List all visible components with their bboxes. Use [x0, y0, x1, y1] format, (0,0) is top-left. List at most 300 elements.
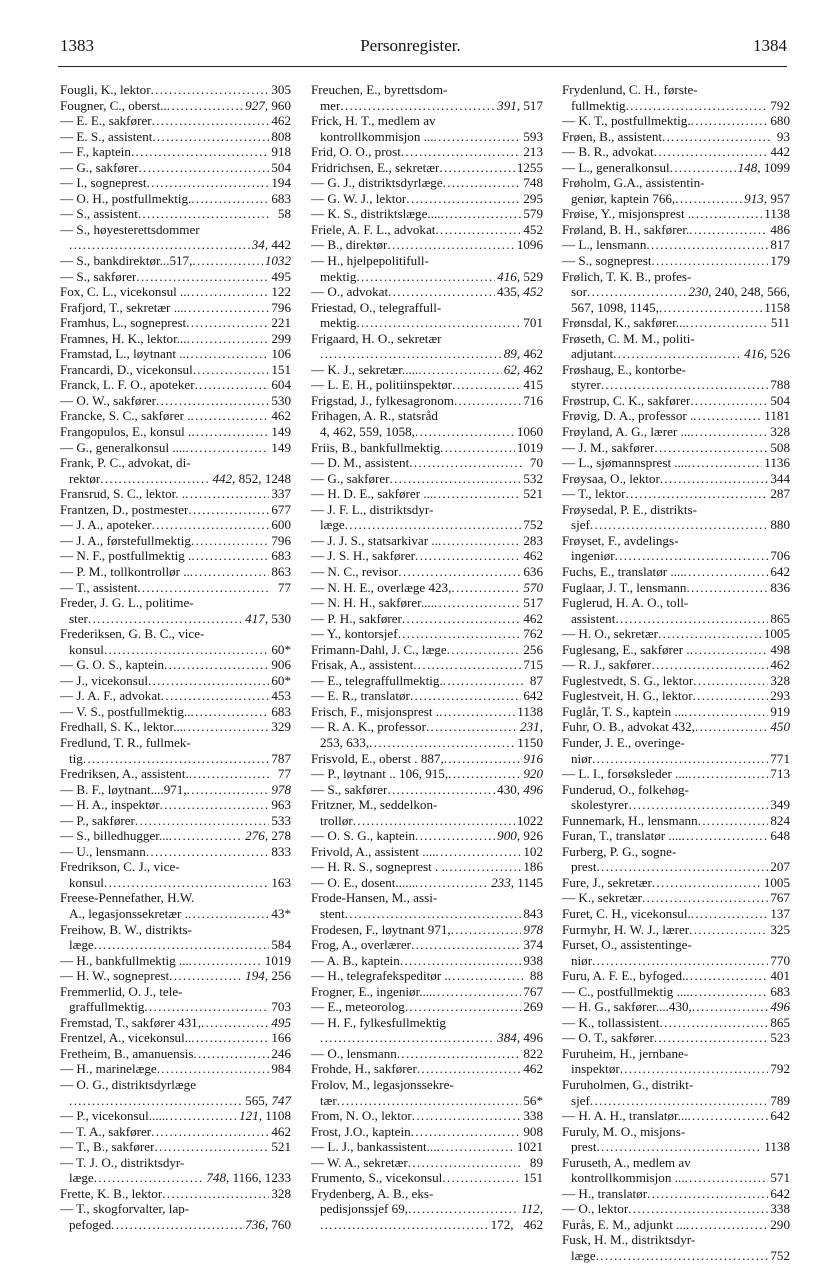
index-entry: [60, 813, 291, 829]
page-refs: 287: [770, 486, 790, 502]
entry-text: — P., løytnant .. 106, 915,: [311, 766, 449, 782]
index-entry: [562, 751, 790, 767]
entry-text: adjutant: [571, 346, 614, 362]
entry-text: skolestyrer: [571, 797, 629, 813]
index-entry: [60, 98, 291, 114]
dot-leader: [646, 237, 768, 253]
page-refs: 984: [271, 1061, 291, 1077]
page-refs: 824: [770, 812, 790, 828]
dot-leader: [151, 82, 270, 98]
entry-text: Furan, T., translatør ....: [562, 828, 682, 844]
index-entry: [562, 844, 790, 860]
entry-text: Frøland, B. H., sakfører.: [562, 221, 690, 237]
index-entry: [562, 953, 790, 969]
dot-leader: [670, 160, 736, 176]
page-refs: 1022: [516, 812, 543, 828]
index-entry: [311, 688, 543, 704]
dot-leader: [191, 408, 270, 424]
entry-text: — H. G., sakfører....430,: [562, 999, 692, 1015]
page-refs: 462: [523, 610, 543, 626]
entry-text: Fridrichsen, E., sekretær: [311, 159, 440, 175]
index-entry: [311, 548, 543, 564]
page-refs: 62, 462: [503, 361, 543, 377]
index-entry: [60, 1046, 291, 1062]
index-entry: [311, 937, 543, 953]
entry-text: assistent: [571, 610, 616, 626]
entry-text: Frønsdal, K., sakfører...: [562, 315, 686, 331]
entry-text: — P. H., sakfører: [311, 610, 402, 626]
page-refs: 328: [770, 672, 790, 688]
entry-text: — O., lensmann: [311, 1045, 397, 1061]
index-entry: [60, 704, 291, 720]
page-refs: 166: [271, 1030, 291, 1046]
entry-text: styrer: [571, 377, 601, 393]
dot-leader: [690, 424, 768, 440]
index-entry: [311, 906, 543, 922]
entry-text: 4, 462, 559, 1058,: [320, 424, 415, 440]
page-refs: 530: [271, 392, 291, 408]
dot-leader: [439, 704, 515, 720]
entry-text: — B. F., løytnant....971,: [60, 781, 187, 797]
dot-leader: [152, 517, 270, 533]
page-refs: 532: [523, 470, 543, 486]
dot-leader: [83, 751, 270, 767]
index-entry: [311, 362, 543, 378]
index-entry: [311, 455, 543, 471]
page-refs: 900, 926: [497, 828, 543, 844]
dot-leader: [682, 828, 769, 844]
entry-text: From, N. O., lektor: [311, 1108, 412, 1124]
index-entry: [60, 315, 291, 331]
page-refs: 338: [523, 1108, 543, 1124]
index-entry: [311, 984, 543, 1000]
dot-leader: [139, 160, 270, 176]
entry-text: — E. R., translatør: [311, 688, 410, 704]
page-refs: 122: [271, 284, 291, 300]
entry-text: — T., lektor: [562, 486, 626, 502]
index-entry: [60, 611, 291, 627]
index-entry: [60, 751, 291, 767]
dot-leader: [406, 191, 521, 207]
dot-leader: [686, 315, 769, 331]
page-refs: 600: [271, 517, 291, 533]
entry-text: 567, 1098, 1145,: [571, 299, 659, 315]
index-entry: [311, 1170, 543, 1186]
dot-leader: [356, 269, 495, 285]
entry-text: Furuseth, A., medlem av: [562, 1154, 691, 1170]
index-entry: [311, 719, 543, 735]
entry-text: Fremstad, T., sakfører 431,: [60, 1014, 201, 1030]
entry-text: — S., sakfører: [60, 268, 137, 284]
entry-text: — J. M., sakfører: [562, 439, 655, 455]
index-entry: [562, 237, 790, 253]
entry-text: — H. F., fylkesfullmektig: [311, 1014, 446, 1030]
entry-text: Frøyland, A. G., lærer ...: [562, 424, 691, 440]
entry-text: — J. F. L., distriktsdyr-: [311, 501, 434, 517]
page-refs: 305: [271, 82, 291, 97]
entry-text: — H., marinelæge: [60, 1061, 157, 1077]
index-entry: [60, 984, 291, 1000]
page-refs: 521: [523, 486, 543, 502]
dot-leader: [337, 1093, 522, 1109]
page-refs: 58: [277, 206, 291, 222]
page-refs: 762: [523, 626, 543, 642]
page-refs: 89, 462: [503, 346, 543, 362]
entry-text: — S., bankdirektør...517,: [60, 253, 193, 269]
entry-text: Funder, J. E., overinge-: [562, 734, 685, 750]
entry-text: Freuchen, E., byrettsdom-: [311, 82, 448, 97]
dot-leader: [683, 564, 768, 580]
entry-text: Freese-Pennefather, H.W.: [60, 890, 195, 906]
entry-text: — L. J., bankassistent...: [311, 1139, 437, 1155]
entry-text: — L. E. H., politiinspektør: [311, 377, 453, 393]
dot-leader: [698, 813, 769, 829]
page-refs: 102: [523, 843, 543, 859]
entry-text: Frøen, B., assistent: [562, 128, 663, 144]
page-refs: 338: [770, 1201, 790, 1217]
entry-text: — B., direktør: [311, 237, 388, 253]
index-entry: [311, 331, 543, 347]
entry-text: Frantzen, D., postmester: [60, 501, 189, 517]
page-refs: 752: [770, 1248, 790, 1264]
index-entry: [562, 984, 790, 1000]
dot-leader: [164, 657, 269, 673]
page-refs: 93: [776, 128, 790, 144]
entry-text: Furmyhr, H. W. J., lærer: [562, 921, 690, 937]
index-entry: [311, 129, 543, 145]
entry-text: — S., høyesterettsdommer: [60, 221, 200, 237]
dot-leader: [689, 922, 768, 938]
dot-leader: [104, 875, 269, 891]
page-title: Personregister.: [360, 36, 461, 55]
page-refs: 1021: [516, 1139, 543, 1155]
page-refs: 486: [770, 221, 790, 237]
entry-text: — T. A., sakfører: [60, 1123, 152, 1139]
dot-leader: [451, 922, 522, 938]
index-entry: [311, 502, 543, 518]
index-entry: [562, 766, 790, 782]
page-refs: 916: [523, 750, 543, 766]
index-column-3: [562, 82, 790, 1264]
entry-text: Frøyset, F., avdelings-: [562, 532, 679, 548]
entry-text: Frydenberg, A. B., eks-: [311, 1185, 434, 1201]
entry-text: Frisak, A., assistent: [311, 657, 414, 673]
page-refs: 523: [770, 1030, 790, 1046]
index-entry: [311, 1186, 543, 1202]
dot-leader: [135, 813, 269, 829]
entry-text: — H., hjelpepolitifull-: [311, 253, 429, 269]
dot-leader: [398, 564, 521, 580]
page-refs: 194: [271, 175, 291, 191]
index-entry: [562, 191, 790, 207]
page-refs: 442, 852, 1248: [212, 470, 291, 486]
page-refs: 978: [523, 921, 543, 937]
dot-leader: [433, 129, 521, 145]
page-refs: 137: [770, 905, 790, 921]
index-entry: [60, 642, 291, 658]
page-refs: 1136: [764, 455, 790, 471]
page-refs: 230, 240, 248, 566,: [688, 284, 790, 300]
page-refs: 293: [770, 688, 790, 704]
page-refs: 325: [770, 921, 790, 937]
entry-text: — E. E., sakfører: [60, 113, 152, 129]
dot-leader: [690, 984, 769, 1000]
index-entry: [311, 424, 543, 440]
index-entry: [562, 253, 790, 269]
entry-text: — S., sogneprest: [562, 253, 652, 269]
index-entry: [562, 1046, 790, 1062]
index-entry: [311, 237, 543, 253]
dot-leader: [186, 346, 270, 362]
dot-leader: [447, 642, 522, 658]
entry-text: — H., bankfullmektig ...: [60, 952, 189, 968]
index-entry: [562, 580, 790, 596]
dot-leader: [94, 937, 270, 953]
entry-text: Fure, J., sekretær: [562, 874, 652, 890]
entry-text: Frogner, E., ingeniør....: [311, 983, 433, 999]
dot-leader: [695, 719, 768, 735]
page-refs: 77: [277, 579, 291, 595]
index-entry: [562, 1248, 790, 1264]
page-refs: 571: [770, 1170, 790, 1186]
entry-text: Frodesen, F., løytnant 971,: [311, 921, 451, 937]
entry-text: konsul: [69, 641, 104, 657]
page-refs: 337: [271, 486, 291, 502]
entry-text: trollør: [320, 812, 353, 828]
entry-text: 253, 633,: [320, 734, 370, 750]
page-refs: 87: [529, 672, 543, 688]
entry-text: Fremmerlid, O. J., tele-: [60, 983, 183, 999]
page-refs: 462: [271, 408, 291, 424]
index-entry: [311, 595, 543, 611]
entry-text: Franck, L. F. O., apoteker: [60, 377, 195, 393]
index-entry: [60, 393, 291, 409]
dot-leader: [688, 766, 768, 782]
dot-leader: [690, 642, 769, 658]
index-entry: [562, 735, 790, 751]
entry-text: tær: [320, 1092, 337, 1108]
page-refs: 349: [770, 797, 790, 813]
entry-text: Frølich, T. K. B., profes-: [562, 268, 692, 284]
page-refs: 843: [523, 905, 543, 921]
entry-text: — F., kaptein: [60, 144, 131, 160]
entry-text: Fuglestvedt, S. G., lektor: [562, 672, 694, 688]
index-entry: [562, 455, 790, 471]
dot-leader: [626, 98, 769, 114]
page-refs: 56*: [523, 1092, 543, 1108]
index-entry: [311, 766, 543, 782]
dot-leader: [345, 517, 522, 533]
index-entry: [60, 300, 291, 316]
page-refs: 1138: [517, 703, 543, 719]
page-refs: 1150: [517, 734, 543, 750]
entry-text: læge: [571, 1248, 596, 1264]
index-entry: [311, 1217, 543, 1233]
index-entry: [311, 782, 543, 798]
page-refs: 60*: [271, 641, 291, 657]
index-entry: [60, 564, 291, 580]
page-refs: 290: [770, 1216, 790, 1232]
entry-text: Frihagen, A. R., statsråd: [311, 408, 438, 424]
index-entry: [60, 269, 291, 285]
index-entry: [311, 269, 543, 285]
index-entry: [311, 1201, 543, 1217]
entry-text: Furås, E. M., adjunkt ...: [562, 1216, 687, 1232]
entry-text: læge: [320, 517, 345, 533]
page-refs: 906: [271, 657, 291, 673]
entry-text: Frimann-Dahl, J. C., læge: [311, 641, 447, 657]
dot-leader: [193, 362, 270, 378]
entry-text: — W. A., sekretær: [311, 1154, 408, 1170]
page-refs: 221: [271, 315, 291, 331]
entry-text: — J. A., førstefullmektig: [60, 532, 191, 548]
entry-text: — H. A. H., translatør...: [562, 1108, 688, 1124]
dot-leader: [691, 206, 762, 222]
index-entry: [562, 1217, 790, 1233]
dot-leader: [418, 362, 501, 378]
entry-text: Frøysedal, P. E., distrikts-: [562, 501, 697, 517]
dot-leader: [415, 828, 495, 844]
entry-text: — R. A. K., professor: [311, 719, 426, 735]
index-entry: [311, 704, 543, 720]
index-entry: [311, 1124, 543, 1140]
index-entry: [60, 922, 291, 938]
dot-leader: [687, 455, 762, 471]
entry-text: Frode-Hansen, M., assi-: [311, 890, 438, 906]
index-entry: [562, 813, 790, 829]
page-refs: 462: [271, 113, 291, 129]
index-entry: [562, 1077, 790, 1093]
index-entry: [562, 797, 790, 813]
entry-text: — N. H. E., overlæge 423,: [311, 579, 452, 595]
entry-text: Furset, O., assistentinge-: [562, 937, 692, 953]
entry-text: Frid, O. O., prost: [311, 144, 401, 160]
entry-text: — U., lensmann: [60, 843, 146, 859]
entry-text: kontrollkommisjon ...: [320, 128, 434, 144]
index-entry: [60, 1139, 291, 1155]
page-refs: 642: [770, 563, 790, 579]
dot-leader: [651, 253, 768, 269]
index-entry: [311, 113, 543, 129]
index-entry: [311, 82, 543, 98]
index-entry: [311, 642, 543, 658]
dot-leader: [184, 300, 270, 316]
page-refs: 163: [271, 874, 291, 890]
entry-text: Fuglesang, E., sakfører .: [562, 641, 690, 657]
dot-leader: [387, 237, 514, 253]
dot-leader: [412, 1108, 522, 1124]
page-refs: 642: [523, 688, 543, 704]
page-refs: 788: [770, 377, 790, 393]
dot-leader: [148, 673, 269, 689]
page-refs: 521: [271, 1139, 291, 1155]
index-entry: [562, 175, 790, 191]
entry-text: Furberg, P. G., sogne-: [562, 843, 677, 859]
dot-leader: [693, 688, 769, 704]
page-refs: 149: [271, 424, 291, 440]
dot-leader: [596, 1139, 762, 1155]
entry-text: — S., sakfører: [311, 781, 388, 797]
page-refs: 677: [271, 501, 291, 517]
page-refs: 88: [529, 968, 543, 984]
page-refs: 770: [770, 952, 790, 968]
dot-leader: [413, 657, 521, 673]
page-refs: 792: [770, 97, 790, 113]
index-entry: [311, 813, 543, 829]
entry-text: Frydenlund, C. H., første-: [562, 82, 698, 97]
dot-leader: [435, 222, 521, 238]
dot-leader: [440, 440, 515, 456]
dot-leader: [415, 548, 521, 564]
entry-text: Frafjord, T., sekretær ...: [60, 299, 184, 315]
page-refs: 299: [271, 330, 291, 346]
dot-leader: [659, 300, 762, 316]
page-refs: 642: [770, 1185, 790, 1201]
dot-leader: [353, 813, 515, 829]
index-entry: [60, 331, 291, 347]
index-entry: [60, 1217, 291, 1233]
index-entry: [311, 284, 543, 300]
entry-text: Fredrikson, C. J., vice-: [60, 859, 180, 875]
page-refs: 450: [770, 719, 790, 735]
entry-text: — L., generalkonsul: [562, 159, 670, 175]
dot-leader: [201, 1015, 269, 1031]
index-entry: [562, 937, 790, 953]
page-refs: 194, 256: [245, 968, 291, 984]
page-refs: 511: [770, 315, 790, 331]
index-entry: [60, 486, 291, 502]
page-refs: 736, 760: [245, 1216, 291, 1232]
page-refs: 415: [523, 377, 543, 393]
entry-text: — O., advokat: [311, 284, 389, 300]
entry-text: — H. O., sekretær: [562, 626, 659, 642]
dot-leader: [692, 999, 769, 1015]
entry-text: — S., assistent: [60, 206, 138, 222]
entry-text: Fougner, C., oberst..: [60, 97, 167, 113]
entry-text: — H. W., sogneprest: [60, 968, 170, 984]
dot-leader: [187, 782, 270, 798]
index-entry: [60, 797, 291, 813]
entry-text: Frumento, S., vicekonsul: [311, 1170, 443, 1186]
dot-leader: [154, 1139, 269, 1155]
index-entry: [311, 1139, 543, 1155]
page-refs: 1181: [764, 408, 790, 424]
index-entry: [311, 953, 543, 969]
entry-text: — I., sogneprest: [60, 175, 147, 191]
index-entry: [562, 346, 790, 362]
index-entry: [562, 828, 790, 844]
entry-text: — O. H., postfullmektig.: [60, 190, 192, 206]
dot-leader: [387, 782, 495, 798]
index-entry: [60, 82, 291, 98]
index-entry: [311, 751, 543, 767]
page-refs: 504: [271, 159, 291, 175]
index-entry: [562, 206, 790, 222]
entry-text: Frohde, H., sakfører: [311, 1061, 417, 1077]
index-entry: [60, 408, 291, 424]
index-entry: [311, 626, 543, 642]
page-refs: 865: [770, 1014, 790, 1030]
page-refs: 269: [523, 999, 543, 1015]
entry-text: — H., telegrafekspeditør .: [311, 968, 448, 984]
dot-leader: [690, 393, 768, 409]
dot-leader: [590, 1093, 768, 1109]
entry-text: prest: [571, 859, 597, 875]
dot-leader: [94, 1170, 205, 1186]
page-refs: 401: [770, 968, 790, 984]
page-refs: 648: [770, 828, 790, 844]
entry-text: Framhus, L., sogneprest: [60, 315, 187, 331]
